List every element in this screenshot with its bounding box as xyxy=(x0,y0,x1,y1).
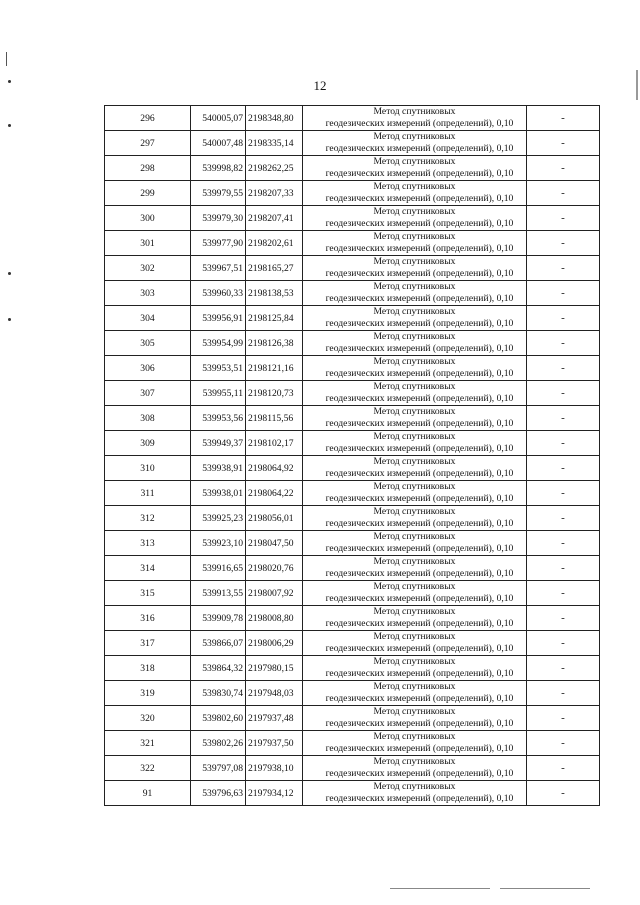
point-number-cell: 308 xyxy=(105,406,191,431)
method-cell xyxy=(303,481,527,506)
table-row xyxy=(105,731,600,756)
table-row xyxy=(105,631,600,656)
method-cell xyxy=(303,106,527,131)
x-coordinate-cell: 539954,99 xyxy=(191,331,246,356)
x-coordinate-cell: 539802,60 xyxy=(191,706,246,731)
footer-line xyxy=(390,888,490,889)
method-line-2: геодезических измерений (определений), 0,10 xyxy=(325,793,514,804)
method-line-1: Метод спутниковых xyxy=(373,256,456,267)
margin-dot xyxy=(8,272,11,275)
x-coordinate-cell: 539909,78 xyxy=(191,606,246,631)
note-cell: - xyxy=(527,256,600,281)
table-row xyxy=(105,481,600,506)
method-cell xyxy=(303,356,527,381)
y-coordinate-cell: 2198020,76 xyxy=(246,556,303,581)
table-row xyxy=(105,431,600,456)
y-coordinate-cell: 2198348,80 xyxy=(246,106,303,131)
y-coordinate-cell: 2198207,33 xyxy=(246,181,303,206)
x-coordinate-cell: 540007,48 xyxy=(191,131,246,156)
method-line-1: Метод спутниковых xyxy=(373,206,456,217)
method-line-2: геодезических измерений (определений), 0,10 xyxy=(325,668,514,679)
method-line-2: геодезических измерений (определений), 0,10 xyxy=(325,543,514,554)
method-line-2: геодезических измерений (определений), 0,10 xyxy=(325,518,514,529)
y-coordinate-cell: 2198138,53 xyxy=(246,281,303,306)
note-cell: - xyxy=(527,281,600,306)
note-cell: - xyxy=(527,681,600,706)
method-cell xyxy=(303,781,527,806)
table-row xyxy=(105,131,600,156)
x-coordinate-cell: 539913,55 xyxy=(191,581,246,606)
method-line-2: геодезических измерений (определений), 0,10 xyxy=(325,468,514,479)
point-number-cell: 299 xyxy=(105,181,191,206)
method-cell xyxy=(303,131,527,156)
point-number-cell: 305 xyxy=(105,331,191,356)
x-coordinate-cell: 539797,08 xyxy=(191,756,246,781)
method-line-1: Метод спутниковых xyxy=(373,181,456,192)
note-cell: - xyxy=(527,231,600,256)
method-line-1: Метод спутниковых xyxy=(373,606,456,617)
x-coordinate-cell: 539949,37 xyxy=(191,431,246,456)
method-line-2: геодезических измерений (определений), 0,10 xyxy=(325,243,514,254)
x-coordinate-cell: 539864,32 xyxy=(191,656,246,681)
method-line-2: геодезических измерений (определений), 0,10 xyxy=(325,618,514,629)
method-cell xyxy=(303,681,527,706)
note-cell: - xyxy=(527,756,600,781)
x-coordinate-cell: 539938,91 xyxy=(191,456,246,481)
method-line-2: геодезических измерений (определений), 0,10 xyxy=(325,293,514,304)
method-cell xyxy=(303,706,527,731)
point-number-cell: 310 xyxy=(105,456,191,481)
point-number-cell: 313 xyxy=(105,531,191,556)
y-coordinate-cell: 2198064,22 xyxy=(246,481,303,506)
point-number-cell: 321 xyxy=(105,731,191,756)
x-coordinate-cell: 539955,11 xyxy=(191,381,246,406)
point-number-cell: 300 xyxy=(105,206,191,231)
y-coordinate-cell: 2197934,12 xyxy=(246,781,303,806)
method-cell xyxy=(303,631,527,656)
note-cell: - xyxy=(527,106,600,131)
method-line-2: геодезических измерений (определений), 0,10 xyxy=(325,418,514,429)
point-number-cell: 304 xyxy=(105,306,191,331)
method-line-1: Метод спутниковых xyxy=(373,281,456,292)
point-number-cell: 91 xyxy=(105,781,191,806)
y-coordinate-cell: 2198102,17 xyxy=(246,431,303,456)
y-coordinate-cell: 2198207,41 xyxy=(246,206,303,231)
method-cell xyxy=(303,756,527,781)
x-coordinate-cell: 539923,10 xyxy=(191,531,246,556)
margin-dot xyxy=(8,318,11,321)
point-number-cell: 309 xyxy=(105,431,191,456)
note-cell: - xyxy=(527,306,600,331)
note-cell: - xyxy=(527,706,600,731)
table-row xyxy=(105,706,600,731)
y-coordinate-cell: 2197938,10 xyxy=(246,756,303,781)
method-line-1: Метод спутниковых xyxy=(373,431,456,442)
method-line-1: Метод спутниковых xyxy=(373,531,456,542)
table-row xyxy=(105,331,600,356)
y-coordinate-cell: 2198202,61 xyxy=(246,231,303,256)
table-row xyxy=(105,306,600,331)
note-cell: - xyxy=(527,781,600,806)
note-cell: - xyxy=(527,456,600,481)
note-cell: - xyxy=(527,431,600,456)
note-cell: - xyxy=(527,406,600,431)
x-coordinate-cell: 539979,30 xyxy=(191,206,246,231)
x-coordinate-cell: 539967,51 xyxy=(191,256,246,281)
x-coordinate-cell: 539977,90 xyxy=(191,231,246,256)
method-line-2: геодезических измерений (определений), 0,10 xyxy=(325,493,514,504)
y-coordinate-cell: 2198335,14 xyxy=(246,131,303,156)
method-line-1: Метод спутниковых xyxy=(373,306,456,317)
point-number-cell: 320 xyxy=(105,706,191,731)
y-coordinate-cell: 2198262,25 xyxy=(246,156,303,181)
note-cell: - xyxy=(527,731,600,756)
table-row xyxy=(105,656,600,681)
method-line-1: Метод спутниковых xyxy=(373,656,456,667)
x-coordinate-cell: 539956,91 xyxy=(191,306,246,331)
table-row xyxy=(105,206,600,231)
point-number-cell: 319 xyxy=(105,681,191,706)
table-row xyxy=(105,556,600,581)
method-line-1: Метод спутниковых xyxy=(373,581,456,592)
point-number-cell: 311 xyxy=(105,481,191,506)
note-cell: - xyxy=(527,606,600,631)
y-coordinate-cell: 2198126,38 xyxy=(246,331,303,356)
margin-tick xyxy=(6,52,7,66)
table-row xyxy=(105,606,600,631)
point-number-cell: 322 xyxy=(105,756,191,781)
method-cell xyxy=(303,256,527,281)
method-line-2: геодезических измерений (определений), 0,10 xyxy=(325,718,514,729)
table-row xyxy=(105,181,600,206)
method-cell xyxy=(303,281,527,306)
y-coordinate-cell: 2198125,84 xyxy=(246,306,303,331)
x-coordinate-cell: 539866,07 xyxy=(191,631,246,656)
point-number-cell: 316 xyxy=(105,606,191,631)
method-cell xyxy=(303,581,527,606)
x-coordinate-cell: 540005,07 xyxy=(191,106,246,131)
method-cell xyxy=(303,231,527,256)
table-row xyxy=(105,106,600,131)
table-row xyxy=(105,781,600,806)
method-line-1: Метод спутниковых xyxy=(373,231,456,242)
y-coordinate-cell: 2198064,92 xyxy=(246,456,303,481)
method-cell xyxy=(303,456,527,481)
method-line-2: геодезических измерений (определений), 0,10 xyxy=(325,643,514,654)
point-number-cell: 296 xyxy=(105,106,191,131)
method-line-2: геодезических измерений (определений), 0,10 xyxy=(325,393,514,404)
note-cell: - xyxy=(527,581,600,606)
method-line-1: Метод спутниковых xyxy=(373,756,456,767)
y-coordinate-cell: 2198121,16 xyxy=(246,356,303,381)
x-coordinate-cell: 539925,23 xyxy=(191,506,246,531)
y-coordinate-cell: 2198006,29 xyxy=(246,631,303,656)
method-line-2: геодезических измерений (определений), 0,10 xyxy=(325,168,514,179)
y-coordinate-cell: 2198047,50 xyxy=(246,531,303,556)
method-line-2: геодезических измерений (определений), 0,10 xyxy=(325,143,514,154)
note-cell: - xyxy=(527,531,600,556)
point-number-cell: 303 xyxy=(105,281,191,306)
method-line-1: Метод спутниковых xyxy=(373,731,456,742)
method-line-1: Метод спутниковых xyxy=(373,331,456,342)
method-line-2: геодезических измерений (определений), 0,10 xyxy=(325,268,514,279)
method-cell xyxy=(303,606,527,631)
y-coordinate-cell: 2198056,01 xyxy=(246,506,303,531)
y-coordinate-cell: 2198120,73 xyxy=(246,381,303,406)
footer-line xyxy=(500,888,590,889)
table-row xyxy=(105,231,600,256)
method-cell xyxy=(303,381,527,406)
coordinates-table xyxy=(104,105,600,806)
table-row xyxy=(105,281,600,306)
method-line-1: Метод спутниковых xyxy=(373,456,456,467)
method-line-1: Метод спутниковых xyxy=(373,106,456,117)
note-cell: - xyxy=(527,481,600,506)
y-coordinate-cell: 2198115,56 xyxy=(246,406,303,431)
x-coordinate-cell: 539796,63 xyxy=(191,781,246,806)
table-row xyxy=(105,581,600,606)
method-cell xyxy=(303,531,527,556)
y-coordinate-cell: 2197937,50 xyxy=(246,731,303,756)
method-line-2: геодезических измерений (определений), 0,10 xyxy=(325,443,514,454)
table-row xyxy=(105,531,600,556)
method-line-1: Метод спутниковых xyxy=(373,556,456,567)
y-coordinate-cell: 2197980,15 xyxy=(246,656,303,681)
note-cell: - xyxy=(527,631,600,656)
method-cell xyxy=(303,431,527,456)
note-cell: - xyxy=(527,131,600,156)
note-cell: - xyxy=(527,656,600,681)
note-cell: - xyxy=(527,331,600,356)
method-cell xyxy=(303,656,527,681)
method-line-1: Метод спутниковых xyxy=(373,406,456,417)
method-line-1: Метод спутниковых xyxy=(373,681,456,692)
table-row xyxy=(105,756,600,781)
method-cell xyxy=(303,156,527,181)
method-line-1: Метод спутниковых xyxy=(373,781,456,792)
point-number-cell: 314 xyxy=(105,556,191,581)
method-line-1: Метод спутниковых xyxy=(373,381,456,392)
point-number-cell: 318 xyxy=(105,656,191,681)
method-line-2: геодезических измерений (определений), 0,10 xyxy=(325,768,514,779)
y-coordinate-cell: 2197937,48 xyxy=(246,706,303,731)
method-line-2: геодезических измерений (определений), 0,10 xyxy=(325,318,514,329)
point-number-cell: 307 xyxy=(105,381,191,406)
method-line-1: Метод спутниковых xyxy=(373,356,456,367)
x-coordinate-cell: 539998,82 xyxy=(191,156,246,181)
method-line-1: Метод спутниковых xyxy=(373,706,456,717)
method-cell xyxy=(303,181,527,206)
note-cell: - xyxy=(527,506,600,531)
method-line-2: геодезических измерений (определений), 0,10 xyxy=(325,568,514,579)
method-cell xyxy=(303,506,527,531)
method-line-2: геодезических измерений (определений), 0,10 xyxy=(325,368,514,379)
method-cell xyxy=(303,556,527,581)
table-row xyxy=(105,156,600,181)
method-line-1: Метод спутниковых xyxy=(373,131,456,142)
method-cell xyxy=(303,331,527,356)
table-row xyxy=(105,406,600,431)
point-number-cell: 306 xyxy=(105,356,191,381)
x-coordinate-cell: 539960,33 xyxy=(191,281,246,306)
x-coordinate-cell: 539830,74 xyxy=(191,681,246,706)
method-line-2: геодезических измерений (определений), 0,10 xyxy=(325,118,514,129)
table-row xyxy=(105,356,600,381)
method-line-2: геодезических измерений (определений), 0,10 xyxy=(325,693,514,704)
method-line-1: Метод спутниковых xyxy=(373,481,456,492)
method-line-2: геодезических измерений (определений), 0,10 xyxy=(325,218,514,229)
x-coordinate-cell: 539916,65 xyxy=(191,556,246,581)
method-cell xyxy=(303,306,527,331)
method-line-1: Метод спутниковых xyxy=(373,631,456,642)
x-coordinate-cell: 539938,01 xyxy=(191,481,246,506)
y-coordinate-cell: 2197948,03 xyxy=(246,681,303,706)
method-line-2: геодезических измерений (определений), 0,10 xyxy=(325,593,514,604)
x-coordinate-cell: 539953,51 xyxy=(191,356,246,381)
x-coordinate-cell: 539953,56 xyxy=(191,406,246,431)
table-row xyxy=(105,381,600,406)
method-line-2: геодезических измерений (определений), 0,10 xyxy=(325,343,514,354)
point-number-cell: 312 xyxy=(105,506,191,531)
note-cell: - xyxy=(527,206,600,231)
method-cell xyxy=(303,731,527,756)
table-row xyxy=(105,681,600,706)
note-cell: - xyxy=(527,381,600,406)
y-coordinate-cell: 2198007,92 xyxy=(246,581,303,606)
point-number-cell: 297 xyxy=(105,131,191,156)
table-row xyxy=(105,256,600,281)
y-coordinate-cell: 2198165,27 xyxy=(246,256,303,281)
method-line-1: Метод спутниковых xyxy=(373,506,456,517)
x-coordinate-cell: 539802,26 xyxy=(191,731,246,756)
page-number: 12 xyxy=(313,78,327,93)
note-cell: - xyxy=(527,556,600,581)
margin-dot xyxy=(8,124,11,127)
point-number-cell: 298 xyxy=(105,156,191,181)
y-coordinate-cell: 2198008,80 xyxy=(246,606,303,631)
note-cell: - xyxy=(527,356,600,381)
table-body xyxy=(105,106,600,806)
method-cell xyxy=(303,406,527,431)
table-row xyxy=(105,456,600,481)
method-line-2: геодезических измерений (определений), 0,10 xyxy=(325,193,514,204)
x-coordinate-cell: 539979,55 xyxy=(191,181,246,206)
method-line-2: геодезических измерений (определений), 0,10 xyxy=(325,743,514,754)
table-row xyxy=(105,506,600,531)
point-number-cell: 315 xyxy=(105,581,191,606)
point-number-cell: 317 xyxy=(105,631,191,656)
point-number-cell: 301 xyxy=(105,231,191,256)
method-line-1: Метод спутниковых xyxy=(373,156,456,167)
point-number-cell: 302 xyxy=(105,256,191,281)
method-cell xyxy=(303,206,527,231)
note-cell: - xyxy=(527,181,600,206)
note-cell: - xyxy=(527,156,600,181)
